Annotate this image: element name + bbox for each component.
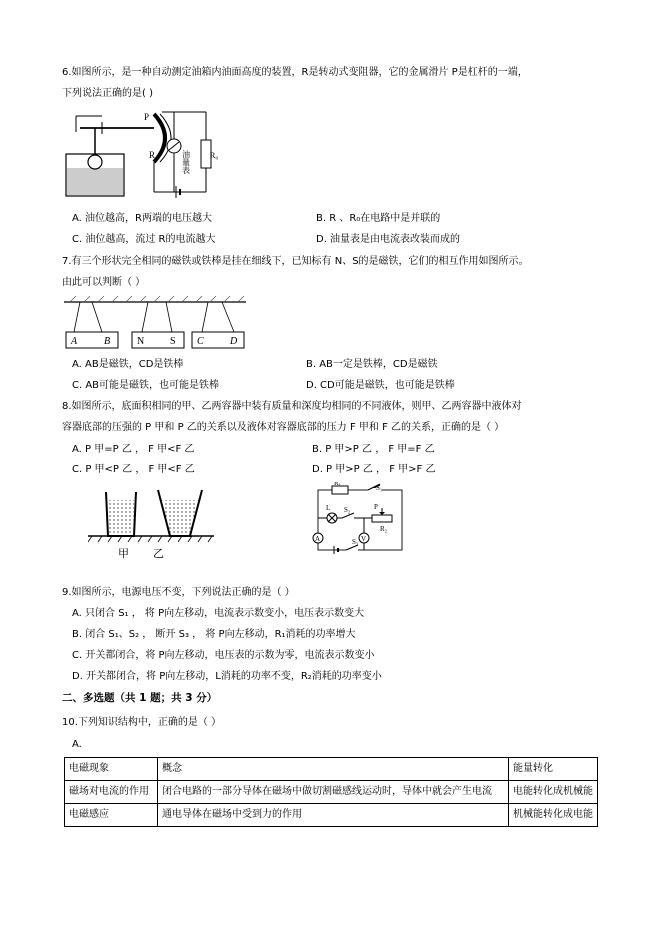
q8-stem-line1: 8.如图所示，底面积相同的甲、乙两容器中装有质量和深度均相同的不同液体，则甲、乙两容器中液体对: [62, 401, 522, 412]
q7-label-d: D: [230, 336, 238, 347]
q6-option-a[interactable]: A. 油位越高，R两端的电压越大: [72, 213, 212, 224]
q9-option-a[interactable]: A. 只闭合 S₁ ， 将 P向左移动，电流表示数变小，电压表示数变大: [72, 608, 365, 619]
q8-stem-line2: 容器底部的压强的 P 甲和 P 乙的关系以及液体对容器底部的压力 F 甲和 F 乙的关系，正确的是（ ）: [62, 422, 505, 433]
q6-label-p: P: [144, 112, 150, 122]
table-cell: 机械能转化成电能: [509, 804, 598, 827]
q9-option-c[interactable]: C. 开关都闭合，将 P向左移动，电压表的示数为零，电流表示数变小: [72, 650, 375, 661]
q6-label-r: R: [149, 150, 156, 160]
q7-option-a[interactable]: A. AB是磁铁，CD是铁棒: [72, 359, 184, 370]
q6-label-r0: R₀: [210, 151, 219, 160]
q9-circuit-figure: [306, 482, 412, 556]
q9-label-p: P: [374, 503, 378, 511]
q9-label-r1: R₁: [334, 482, 342, 487]
table-header-row: [65, 758, 598, 781]
q9-stem: 9.如图所示，电源电压不变，下列说法正确的是（ ）: [62, 587, 295, 598]
table-cell: 电磁感应: [65, 804, 158, 827]
q7-label-c: C: [197, 336, 204, 347]
table-row: [65, 804, 598, 827]
q7-label-b: B: [104, 336, 111, 347]
section-title-multiple-choice: 二、多选题（共 1 题；共 3 分）: [62, 692, 218, 704]
q8-option-c[interactable]: C. P 甲<P 乙 ， F 甲<F 乙: [72, 464, 195, 475]
q10-stem: 10.下列知识结构中，正确的是（ ）: [62, 717, 222, 728]
q9-label-v: V: [361, 535, 367, 543]
q10-knowledge-table: [64, 757, 598, 827]
q8-option-a[interactable]: A. P 甲=P 乙 ， F 甲<F 乙: [72, 444, 195, 455]
q7-label-n: N: [137, 336, 145, 347]
q6-stem-line2: 下列说法正确的是( ): [62, 88, 153, 99]
q9-label-r2: R₂: [380, 525, 388, 533]
q9-label-s1: S₁: [376, 484, 383, 492]
q6-option-c[interactable]: C. 油位越高，流过 R的电流越大: [72, 234, 216, 245]
q7-label-a: A: [71, 336, 78, 347]
table-cell: 磁场对电流的作用: [65, 781, 158, 804]
q6-label-meter: 油量表: [181, 150, 191, 174]
table-header-cell: 概念: [158, 758, 509, 781]
q9-label-s3: S₃: [352, 538, 359, 546]
q9-option-b[interactable]: B. 闭合 S₁、S₂ ， 断开 S₃ ， 将 P向左移动，R₁消耗的功率增大: [72, 629, 356, 640]
table-header-cell: 能量转化: [509, 758, 598, 781]
q6-oil-gauge-figure: [62, 106, 232, 202]
q9-label-s2: S₂: [344, 506, 351, 514]
table-cell: 通电导体在磁场中受到力的作用: [158, 804, 509, 827]
q8-label-yi: 乙: [153, 547, 164, 560]
q6-stem-line1: 6.如图所示，是一种自动测定油箱内油面高度的装置，R是转动式变阻器，它的金属滑片 P是杠杆的一端，: [62, 67, 528, 78]
q7-stem-line1: 7.有三个形状完全相同的磁铁或铁棒是挂在细线下，已知标有 N、S的是磁铁，它们的相互作用如图所示。: [62, 256, 529, 267]
q8-option-b[interactable]: B. P 甲>P 乙 ， F 甲=F 乙: [312, 444, 435, 455]
q9-label-l: L: [326, 504, 331, 512]
q9-option-d[interactable]: D. 开关都闭合，将 P向左移动，L消耗的功率不变，R₂消耗的功率变小: [72, 671, 382, 682]
q7-magnets-figure: [62, 296, 248, 354]
table-cell: 闭合电路的一部分导体在磁场中做切割磁感线运动时，导体中就会产生电流: [158, 781, 509, 804]
q8-containers-figure: [88, 486, 218, 556]
q6-option-b[interactable]: B. R 、R₀在电路中是并联的: [316, 213, 441, 224]
q7-option-c[interactable]: C. AB可能是磁铁，也可能是铁棒: [72, 380, 220, 391]
table-row: [65, 781, 598, 804]
q8-option-d[interactable]: D. P 甲>P 乙 ， F 甲>F 乙: [312, 464, 436, 475]
q9-label-a: A: [315, 535, 321, 543]
table-header-cell: 电磁现象: [65, 758, 158, 781]
q7-label-s: S: [170, 336, 176, 347]
table-cell: 电能转化成机械能: [509, 781, 598, 804]
q7-option-b[interactable]: B. AB一定是铁棒，CD是磁铁: [306, 359, 438, 370]
q10-option-a[interactable]: A.: [72, 739, 82, 750]
q8-label-jia: 甲: [118, 547, 129, 560]
q7-stem-line2: 由此可以判断（ ）: [62, 277, 146, 288]
q7-option-d[interactable]: D. CD可能是磁铁，也可能是铁棒: [306, 380, 455, 391]
q6-option-d[interactable]: D. 油量表是由电流表改装而成的: [316, 234, 461, 245]
